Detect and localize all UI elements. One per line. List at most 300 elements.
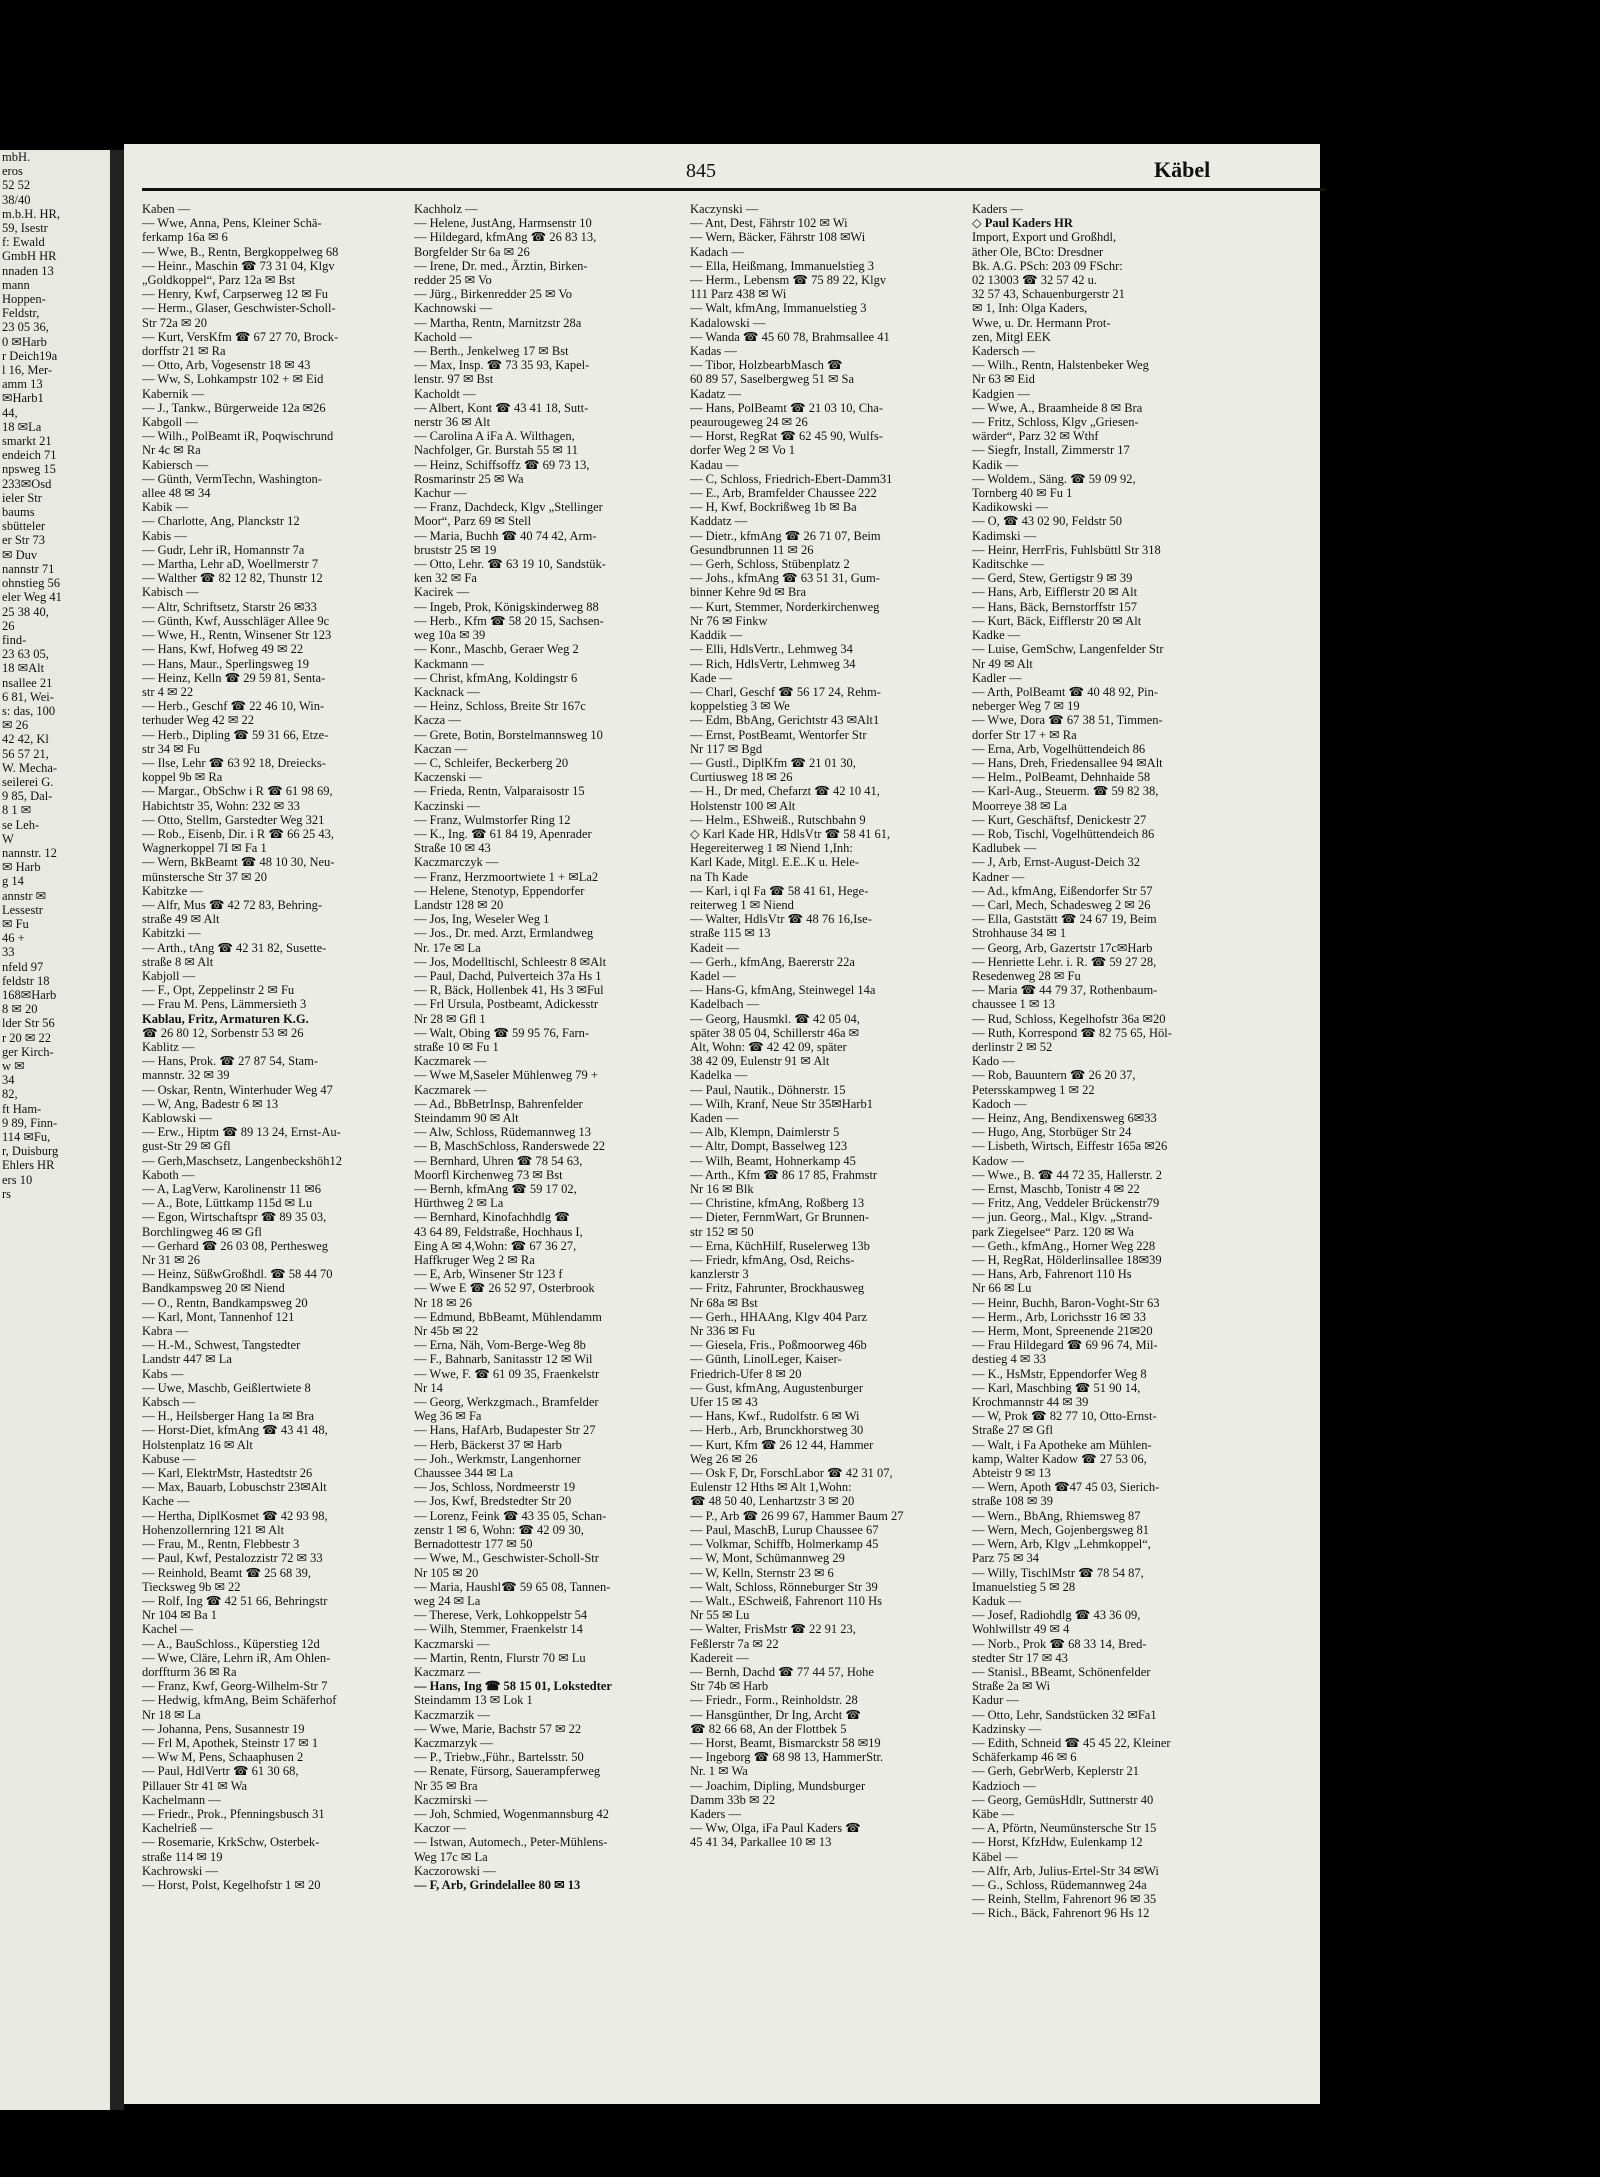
directory-line: Kaddatz — <box>690 514 748 529</box>
directory-line: — Otto, Lehr. ☎ 63 19 10, Sandstük- <box>414 557 606 572</box>
directory-line: Ufer 15 ✉ 43 <box>690 1395 758 1410</box>
column-4 <box>972 202 1232 1921</box>
directory-line: Kaders — <box>972 202 1024 216</box>
directory-line: — Hans, Arb, Eifflerstr 20 ✉ Alt <box>972 585 1138 600</box>
directory-line: straße 108 ✉ 39 <box>972 1494 1053 1509</box>
directory-line: — Jos, Schloss, Nordmeerstr 19 <box>414 1480 576 1495</box>
directory-line: stedter Str 17 ✉ 43 <box>972 1650 1068 1665</box>
directory-line: Kabitzke — <box>142 883 203 898</box>
directory-line: Karl Kade, Mitgl. E.E..K u. Hele- <box>690 855 860 870</box>
directory-line: — Rob, Bauuntern ☎ 26 20 37, <box>972 1068 1136 1083</box>
directory-line: — J., Tankw., Bürgerweide 12a ✉26 <box>142 400 326 415</box>
directory-line: ◇ Karl Kade HR, HdlsVtr ☎ 58 41 61, <box>690 826 891 841</box>
directory-line: straße 114 ✉ 19 <box>142 1849 223 1864</box>
directory-line: Kabitzki — <box>142 926 201 941</box>
directory-line: — Walt, Schloss, Rönneburger Str 39 <box>690 1579 878 1594</box>
directory-line: Damm 33b ✉ 22 <box>690 1792 776 1807</box>
directory-line: — Erna, KüchHilf, Ruselerweg 13b <box>690 1238 870 1253</box>
directory-line: — Hans, HafArb, Budapester Str 27 <box>414 1423 596 1438</box>
directory-line: Kabik — <box>142 500 189 515</box>
directory-line: na Th Kade <box>690 869 749 884</box>
directory-line: — Walt, i Fa Apotheke am Mühlen- <box>972 1437 1152 1452</box>
directory-line: — Franz, Herzmoortwiete 1 + ✉La2 <box>414 869 599 884</box>
directory-line: — Edmund, BbBeamt, Mühlendamm <box>414 1309 602 1324</box>
directory-line: Kachnowski — <box>414 301 493 316</box>
directory-line: Nr 49 ✉ Alt <box>972 656 1033 671</box>
directory-line: — Martha, Rentn, Marnitzstr 28a <box>414 315 582 330</box>
directory-line: — Arth, PolBeamt ☎ 40 48 92, Pin- <box>972 684 1159 699</box>
directory-line: straße 10 ✉ Fu 1 <box>414 1039 499 1054</box>
directory-line: — Walt, kfmAng, Immanuelstieg 3 <box>690 301 867 316</box>
directory-line: Nr 55 ✉ Lu <box>690 1608 750 1623</box>
directory-line: — Hildegard, kfmAng ☎ 26 83 13, <box>414 230 597 245</box>
directory-line: — Herm., Arb, Lorichsstr 16 ✉ 33 <box>972 1309 1146 1324</box>
directory-line: — Walt., ESchweiß, Fahrenort 110 Hs <box>690 1593 883 1608</box>
directory-line: — F., Opt, Zeppelinstr 2 ✉ Fu <box>142 983 295 998</box>
directory-line: — Grete, Botin, Borstelmannsweg 10 <box>414 727 603 742</box>
directory-line: Kadelbach — <box>690 997 760 1012</box>
directory-line: Moorreye 38 ✉ La <box>972 798 1067 813</box>
directory-line: — Joh, Schmied, Wogenmannsburg 42 <box>414 1806 610 1821</box>
directory-line: — Hedwig, kfmAng, Beim Schäferhof <box>142 1693 337 1708</box>
directory-line: — P., Triebw.,Führ., Bartelsstr. 50 <box>414 1750 584 1765</box>
directory-line: Kabsch — <box>142 1395 196 1410</box>
directory-line: dorfer Weg 2 ✉ Vo 1 <box>690 443 795 458</box>
left-page-fragment: ft Ham- <box>2 1101 42 1116</box>
directory-line: 43 64 89, Feldstraße, Hochhaus I, <box>414 1224 583 1239</box>
left-page-fragment: ✉ 26 <box>2 718 29 733</box>
header-rule <box>142 188 1326 191</box>
directory-line: — Maria ☎ 44 79 37, Rothenbaum- <box>972 983 1158 998</box>
page-number: 845 <box>686 160 716 182</box>
left-page-fragment: 0 ✉Harb <box>2 334 47 349</box>
directory-line: — Bernhard, Kinofachhdlg ☎ <box>414 1210 570 1225</box>
left-page-fragment: 25 38 40, <box>2 604 49 619</box>
left-page-fragment: 8 1 ✉ <box>2 803 32 818</box>
directory-line: — Wanda ☎ 45 60 78, Brahmsallee 41 <box>690 329 890 344</box>
directory-line: — Rosemarie, KrkSchw, Osterbek- <box>142 1835 320 1850</box>
directory-line: — O., Rentn, Bandkampsweg 20 <box>142 1295 308 1310</box>
directory-line: Kadas — <box>690 344 737 359</box>
directory-line: Kaczinski — <box>414 798 480 813</box>
directory-line: — Frieda, Rentn, Valparaisostr 15 <box>414 784 585 799</box>
left-page-fragment: r Deich19a <box>2 348 58 363</box>
directory-line: — Rob., Eisenb, Dir. i R ☎ 66 25 43, <box>142 826 334 841</box>
directory-line: münstersche Str 37 ✉ 20 <box>142 869 268 884</box>
directory-line: — Wilh, Stemmer, Fraenkelstr 14 <box>414 1622 583 1637</box>
directory-line: — Reinhold, Beamt ☎ 25 68 39, <box>142 1565 312 1580</box>
directory-line: Kachrowski — <box>142 1863 219 1878</box>
directory-line: — Ant, Dest, Fährstr 102 ✉ Wi <box>690 216 848 231</box>
directory-line: — Alw, Schloss, Rüdemannweg 13 <box>414 1125 591 1140</box>
directory-line: — Istwan, Automech., Peter-Mühlens- <box>414 1835 608 1850</box>
directory-line: str 4 ✉ 22 <box>142 684 194 699</box>
directory-line: Kachholz — <box>414 202 478 216</box>
directory-line: Kablowski — <box>142 1111 212 1125</box>
directory-line: Kachelrieß — <box>142 1821 213 1836</box>
directory-line: Kache — <box>142 1494 190 1509</box>
left-page-fragment: 114 ✉Fu, <box>2 1130 51 1145</box>
directory-line: — W, Prok ☎ 82 77 10, Otto-Ernst- <box>972 1409 1157 1424</box>
directory-line: — Dieter, FernmWart, Gr Brunnen- <box>690 1210 869 1225</box>
directory-line: — Gerh,Maschsetz, Langenbeckshöh12 <box>142 1153 342 1168</box>
left-page-fragment: 59, Isestr <box>2 221 48 236</box>
directory-line: Kablau, Fritz, Armaturen K.G. <box>142 1011 309 1026</box>
directory-line: — Wwe, Marie, Bachstr 57 ✉ 22 <box>414 1721 582 1736</box>
directory-line: — Gustl., DiplKfm ☎ 21 01 30, <box>690 755 856 770</box>
directory-line: terhuder Weg 42 ✉ 22 <box>142 713 254 728</box>
directory-line: Kadatz — <box>690 386 742 401</box>
directory-line: Nachfolger, Gr. Burstah 55 ✉ 11 <box>414 443 578 458</box>
directory-line: Kadzinsky — <box>972 1721 1042 1736</box>
directory-line: park Ziegelsee“ Parz. 120 ✉ Wa <box>972 1224 1134 1239</box>
directory-line: Schäferkamp 46 ✉ 6 <box>972 1750 1077 1765</box>
directory-line: — Herb., Kfm ☎ 58 20 15, Sachsen- <box>414 613 604 628</box>
directory-line: — Albert, Kont ☎ 43 41 18, Sutt- <box>414 400 589 415</box>
directory-line: — Herb., Arb, Brunckhorstweg 30 <box>690 1423 864 1438</box>
left-page-fragment: 33 <box>2 945 15 960</box>
directory-line: — Wern., BbAng, Rhiemsweg 87 <box>972 1508 1141 1523</box>
directory-line: str 34 ✉ Fu <box>142 741 201 756</box>
directory-line: — Walther ☎ 82 12 82, Thunstr 12 <box>142 571 323 586</box>
directory-line: Käbe — <box>972 1806 1014 1821</box>
directory-line: — Therese, Verk, Lohkoppelstr 54 <box>414 1608 588 1623</box>
left-page-fragment: nannstr 71 <box>2 561 55 576</box>
directory-line: — Gerhard ☎ 26 03 08, Perthesweg <box>142 1238 329 1253</box>
directory-line: Kadach — <box>690 244 744 259</box>
directory-line: Nr 14 <box>414 1380 443 1395</box>
directory-line: — Gust, kfmAng, Augustenburger <box>690 1380 864 1395</box>
left-page-fragment: amm 13 <box>2 377 43 392</box>
directory-line: Nr. 17e ✉ La <box>414 940 481 955</box>
directory-line: — Heinz, Schloss, Breite Str 167c <box>414 699 586 714</box>
directory-line: — K., HsMstr, Eppendorfer Weg 8 <box>972 1366 1147 1381</box>
directory-line: — Woldem., Säng. ☎ 59 09 92, <box>972 471 1136 486</box>
directory-line: Kadik — <box>972 457 1019 472</box>
directory-line: Kabernik — <box>142 386 205 401</box>
directory-line: Straße 2a ✉ Wi <box>972 1679 1051 1694</box>
left-page-fragment: 18 ✉Alt <box>2 661 45 676</box>
directory-line: dorffstr 21 ✉ Ra <box>142 344 226 359</box>
directory-line: — Ww M, Pens, Schaaphusen 2 <box>142 1750 304 1765</box>
directory-line: — Arth., Kfm ☎ 86 17 85, Frahmstr <box>690 1167 878 1182</box>
left-page-fragment: ger Kirch- <box>2 1044 54 1059</box>
directory-line: Weg 17c ✉ La <box>414 1849 488 1864</box>
directory-line: — H.-M., Schwest, Tangstedter <box>142 1338 301 1353</box>
directory-line: dorfer Str 17 + ✉ Ra <box>972 727 1077 742</box>
directory-line: — Gerh, GebrWerb, Keplerstr 21 <box>972 1764 1139 1779</box>
directory-line: — Otto, Arb, Vogesenstr 18 ✉ 43 <box>142 358 311 373</box>
directory-line: — Jos, Kwf, Bredstedter Str 20 <box>414 1494 572 1509</box>
directory-line: — Altr, Dompt, Basselweg 123 <box>690 1139 848 1154</box>
directory-line: Kadimski — <box>972 528 1037 543</box>
directory-line: — Renate, Fürsorg, Sauerampferweg <box>414 1764 601 1779</box>
directory-line: straße 8 ✉ Alt <box>142 954 214 969</box>
directory-line: — Otto, Lehr, Sandstücken 32 ✉Fa1 <box>972 1707 1157 1722</box>
directory-line: 111 Parz 438 ✉ Wi <box>690 287 787 302</box>
directory-line: weg 10a ✉ 39 <box>414 628 486 643</box>
directory-line: Kadzioch — <box>972 1778 1036 1793</box>
directory-line: — Georg, Hausmkl. ☎ 42 05 04, <box>690 1011 860 1026</box>
left-page-fragment: r 20 ✉ 22 <box>2 1030 52 1045</box>
directory-line: — Irene, Dr. med., Ärztin, Birken- <box>414 258 588 273</box>
directory-line: — W, Mont, Schümannweg 29 <box>690 1551 845 1566</box>
directory-line: — Paul, Kwf, Pestalozzistr 72 ✉ 33 <box>142 1551 323 1566</box>
directory-line: Nr 35 ✉ Bra <box>414 1778 478 1793</box>
directory-line: Kaders — <box>690 1806 742 1821</box>
directory-line: — Friedr, kfmAng, Osd, Reichs- <box>690 1253 855 1268</box>
left-page-fragment: 9 85, Dal- <box>2 789 53 804</box>
directory-line: — Dietr., kfmAng ☎ 26 71 07, Beim <box>690 528 881 543</box>
directory-line: Tiecksweg 9b ✉ 22 <box>142 1579 241 1594</box>
directory-line: ferkamp 16a ✉ 6 <box>142 230 228 245</box>
directory-line: — Paul, MaschB, Lurup Chaussee 67 <box>690 1522 879 1537</box>
left-page-fragment: 23 05 36, <box>2 320 49 335</box>
left-page-fragment: 82, <box>2 1087 18 1102</box>
left-page-fragment: 38/40 <box>2 192 31 207</box>
directory-line: — Wwe, Cläre, Lehrn iR, Am Ohlen- <box>142 1650 331 1665</box>
directory-line: Kade — <box>690 670 732 685</box>
left-page-fragment: endeich 71 <box>2 448 57 463</box>
directory-line: Kaczmarski — <box>414 1636 490 1651</box>
directory-line: — Helene, Stenotyp, Eppendorfer <box>414 883 585 898</box>
left-page-fragment: nsallee 21 <box>2 675 53 690</box>
directory-line: — Erw., Hiptm ☎ 89 13 24, Ernst-Au- <box>142 1125 341 1140</box>
directory-line: Abteistr 9 ✉ 13 <box>972 1466 1051 1481</box>
directory-line: Gesundbrunnen 11 ✉ 26 <box>690 542 814 557</box>
directory-line: äther Ole, BCto: Dresdner <box>972 244 1104 259</box>
directory-line: Kackmann — <box>414 656 484 671</box>
directory-line: — Frau, M., Rentn, Flebbestr 3 <box>142 1537 300 1552</box>
directory-line: Kadur — <box>972 1693 1019 1708</box>
directory-line: — Alfr, Arb, Julius-Ertel-Str 34 ✉Wi <box>972 1863 1159 1878</box>
left-page-fragment: s: das, 100 <box>2 703 56 718</box>
directory-line: — Bernh, kfmAng ☎ 59 17 02, <box>414 1182 577 1197</box>
directory-line: Kaddik — <box>690 628 743 643</box>
left-page-fragment: rs <box>2 1186 12 1201</box>
directory-line: mannstr. 32 ✉ 39 <box>142 1068 230 1083</box>
directory-line: — Wilh., Rentn, Halstenbeker Weg <box>972 358 1149 373</box>
left-page-fragment: 26 <box>2 618 15 633</box>
directory-line: ☎ 48 50 40, Lenhartzstr 3 ✉ 20 <box>690 1494 855 1509</box>
directory-line: — J, Arb, Ernst-August-Deich 32 <box>972 855 1141 870</box>
directory-line: Kacirek — <box>414 585 470 600</box>
directory-line: Kacknack — <box>414 684 480 699</box>
directory-line: — Lorenz, Feink ☎ 43 35 05, Schan- <box>414 1508 607 1523</box>
directory-line: Alt, Wohn: ☎ 42 42 09, später <box>690 1039 847 1054</box>
directory-line: — Hansgünther, Dr Ing, Archt ☎ <box>690 1707 861 1722</box>
directory-line: — O, ☎ 43 02 90, Feldstr 50 <box>972 514 1122 529</box>
directory-line: — Luise, GemSchw, Langenfelder Str <box>972 642 1164 657</box>
directory-line: — Ad., kfmAng, Eißendorfer Str 57 <box>972 883 1153 898</box>
left-page-fragment: 42 42, Kl <box>2 732 49 747</box>
directory-line: „Goldkoppel“, Parz 12a ✉ Bst <box>142 273 296 288</box>
directory-line: Nr 66 ✉ Lu <box>972 1281 1032 1296</box>
left-page-fragment: 23 63 05, <box>2 647 49 662</box>
column-1 <box>142 202 402 1892</box>
directory-line: — Georg, Arb, Gazertstr 17c✉Harb <box>972 940 1153 955</box>
directory-line: Nr 117 ✉ Bgd <box>690 741 763 756</box>
directory-line: — Karl, i ql Fa ☎ 58 41 61, Hege- <box>690 883 869 898</box>
directory-line: — Wwe, B., Rentn, Bergkoppelweg 68 <box>142 244 339 259</box>
directory-line: Wwe, u. Dr. Hermann Prot- <box>972 315 1111 330</box>
directory-line: — Helene, JustAng, Harmsenstr 10 <box>414 216 592 231</box>
column-3 <box>690 202 950 1850</box>
directory-line: — Ww, S, Lohkampstr 102 + ✉ Eid <box>142 372 324 387</box>
left-page-fragment: feldstr 18 <box>2 973 50 988</box>
directory-line: — Herm, Mont, Spreenende 21✉20 <box>972 1324 1153 1339</box>
directory-line: Hohenzollernring 121 ✉ Alt <box>142 1522 285 1537</box>
directory-line: — Reinh, Stellm, Fahrenort 96 ✉ 35 <box>972 1892 1157 1907</box>
directory-line: — Martha, Lehr aD, Woellmerstr 7 <box>142 557 319 572</box>
directory-line: — Christ, kfmAng, Koldingstr 6 <box>414 670 578 685</box>
directory-line: Kaczmarek — <box>414 1054 487 1069</box>
directory-line: — Alb, Klempn, Daimlerstr 5 <box>690 1125 840 1140</box>
directory-line: — Berth., Jenkelweg 17 ✉ Bst <box>414 344 569 359</box>
directory-line: — Oskar, Rentn, Winterhuder Weg 47 <box>142 1082 333 1097</box>
directory-line: ☎ 26 80 12, Sorbenstr 53 ✉ 26 <box>142 1025 304 1040</box>
directory-line: — Johanna, Pens, Susannestr 19 <box>142 1721 305 1736</box>
column-2 <box>414 202 674 1892</box>
directory-line: Bk. A.G. PSch: 203 09 FSchr: <box>972 258 1123 273</box>
directory-line: Kaditschke — <box>972 557 1044 572</box>
directory-line: — Frl M, Apothek, Steinstr 17 ✉ 1 <box>142 1735 319 1750</box>
directory-line: — W, Ang, Badestr 6 ✉ 13 <box>142 1096 279 1111</box>
directory-line: reiterweg 1 ✉ Niend <box>690 897 794 912</box>
directory-line: — Karl, ElektrMstr, Hastedtstr 26 <box>142 1466 313 1481</box>
directory-line: — Erna, Arb, Vogelhüttendeich 86 <box>972 741 1146 756</box>
directory-line: — Martin, Rentn, Flurstr 70 ✉ Lu <box>414 1650 586 1665</box>
directory-line: ☎ 82 66 68, An der Flottbek 5 <box>690 1721 847 1736</box>
directory-line: — Herb., Dipling ☎ 59 31 66, Etze- <box>142 727 329 742</box>
directory-line: Nr 4c ✉ Ra <box>142 443 201 458</box>
left-page-fragment: baums <box>2 505 35 520</box>
directory-line: — Wilh, Kranf, Neue Str 35✉Harb1 <box>690 1096 873 1111</box>
directory-line: 02 13003 ☎ 32 57 42 u. <box>972 273 1097 288</box>
directory-line: — Wwe, M., Geschwister-Scholl-Str <box>414 1551 599 1566</box>
directory-line: — Georg, GemüsHdlr, Suttnerstr 40 <box>972 1792 1154 1807</box>
directory-line: — Erna, Näh, Vom-Berge-Weg 8b <box>414 1338 586 1353</box>
left-page-fragment: sbütteler <box>2 519 46 534</box>
directory-line: — Norb., Prok ☎ 68 33 14, Bred- <box>972 1636 1147 1651</box>
directory-line: — Wwe, F. ☎ 61 09 35, Fraenkelstr <box>414 1366 600 1381</box>
left-page-fragment: 18 ✉La <box>2 419 42 434</box>
directory-line: Kadoch — <box>972 1096 1027 1111</box>
left-page-fragment: 233✉Osd <box>2 476 52 491</box>
left-page-fragment: ✉Harb1 <box>2 391 44 406</box>
left-page-fragment: ✉ Fu <box>2 916 29 931</box>
directory-line: — Henry, Kwf, Carpserweg 12 ✉ Fu <box>142 287 329 302</box>
directory-line: — Walter, HdlsVtr ☎ 48 76 16,Ise- <box>690 912 872 927</box>
directory-line: neberger Weg 7 ✉ 19 <box>972 699 1080 714</box>
directory-line: Kaden — <box>690 1111 739 1125</box>
directory-line: derlinstr 2 ✉ 52 <box>972 1039 1053 1054</box>
directory-line: — Maria, Haushl☎ 59 65 08, Tannen- <box>414 1579 611 1594</box>
directory-line: — Frl Ursula, Postbeamt, Adickesstr <box>414 997 599 1012</box>
directory-line: — Rich., Bäck, Fahrenort 96 Hs 12 <box>972 1906 1150 1921</box>
directory-line: — Karl, Maschbing ☎ 51 90 14, <box>972 1380 1141 1395</box>
directory-line: — Wwe M,Saseler Mühlenweg 79 + <box>414 1068 598 1083</box>
left-page-fragment: se Leh- <box>2 817 40 832</box>
directory-line: — Hertha, DiplKosmet ☎ 42 93 98, <box>142 1508 328 1523</box>
directory-line: — Fritz, Fahrunter, Brockhausweg <box>690 1281 865 1296</box>
directory-line: — Günth, LinolLeger, Kaiser- <box>690 1352 842 1367</box>
directory-line: Nr 18 ✉ La <box>142 1707 201 1722</box>
left-page-fragment: 168✉Harb <box>2 987 57 1002</box>
directory-line: — Uwe, Maschb, Geißlertwiete 8 <box>142 1380 311 1395</box>
left-page-fragment: r, Duisburg <box>2 1144 59 1159</box>
directory-line: — P., Arb ☎ 26 99 67, Hammer Baum 27 <box>690 1508 904 1523</box>
directory-line: — Günth, VermTechn, Washington- <box>142 471 322 486</box>
directory-line: — Jos., Dr. med. Arzt, Ermlandweg <box>414 926 594 941</box>
directory-line: — Karl-Aug., Steuerm. ☎ 59 82 38, <box>972 784 1159 799</box>
directory-line: Bandkampsweg 20 ✉ Niend <box>142 1281 285 1296</box>
directory-line: — Margar., ObSchw i R ☎ 61 98 69, <box>142 784 333 799</box>
directory-line: binner Kehre 9d ✉ Bra <box>690 585 806 600</box>
directory-line: — jun. Georg., Mal., Klgv. „Strand- <box>972 1210 1153 1225</box>
directory-line: — Karl, Mont, Tannenhof 121 <box>142 1309 295 1324</box>
directory-line: — Hans, Maur., Sperlingsweg 19 <box>142 656 309 671</box>
directory-line: — Horst, Polst, Kegelhofstr 1 ✉ 20 <box>142 1877 321 1892</box>
left-page-fragment: 56 57 21, <box>2 746 49 761</box>
directory-line: — Ad., BbBetrInsp, Bahrenfelder <box>414 1096 583 1111</box>
directory-line: — R, Bäck, Hollenbek 41, Hs 3 ✉Ful <box>414 983 604 998</box>
directory-line: — C, Schleifer, Beckerberg 20 <box>414 755 569 770</box>
directory-line: — Ingeb, Prok, Königskinderweg 88 <box>414 599 599 614</box>
directory-line: Curtiusweg 18 ✉ 26 <box>690 770 793 785</box>
directory-line: nerstr 36 ✉ Alt <box>414 415 491 430</box>
directory-line: 60 89 57, Saselbergweg 51 ✉ Sa <box>690 372 855 387</box>
directory-line: — Henriette Lehr. i. R. ☎ 59 27 28, <box>972 954 1157 969</box>
directory-line: Petersskampweg 1 ✉ 22 <box>972 1082 1095 1097</box>
directory-line: Nr 31 ✉ 26 <box>142 1253 201 1268</box>
directory-line: — Heinr., Maschin ☎ 73 31 04, Klgv <box>142 258 335 273</box>
directory-line: Rosmarinstr 25 ✉ Wa <box>414 471 524 486</box>
left-page-fragment: Feldstr, <box>2 306 40 321</box>
directory-line: — K., Ing. ☎ 61 84 19, Apenrader <box>414 826 592 841</box>
book-gutter <box>110 150 124 2110</box>
directory-line: — Ww, Olga, iFa Paul Kaders ☎ <box>690 1821 861 1836</box>
directory-line: — Tibor, HolzbearbMasch ☎ <box>690 358 843 373</box>
left-page-fragment: 9 89, Finn- <box>2 1115 58 1130</box>
directory-line: 32 57 43, Schauenburgerstr 21 <box>972 287 1125 302</box>
left-page-fragment: 44, <box>2 405 18 420</box>
directory-line: Kacza — <box>414 713 461 728</box>
directory-line: — Bernh, Dachd ☎ 77 44 57, Hohe <box>690 1664 874 1679</box>
directory-line: Steindamm 13 ✉ Lok 1 <box>414 1693 533 1708</box>
directory-line: — Ella, Heißmang, Immanuelstieg 3 <box>690 258 874 273</box>
directory-line: — Hans, PolBeamt ☎ 21 03 10, Cha- <box>690 400 883 415</box>
directory-line: Kaduk — <box>972 1593 1021 1608</box>
directory-line: — Ella, Gaststätt ☎ 24 67 19, Beim <box>972 912 1157 927</box>
directory-line: Wohlwillstr 49 ✉ 4 <box>972 1622 1070 1637</box>
directory-line: — Paul, Nautik., Döhnerstr. 15 <box>690 1082 846 1097</box>
directory-line: — Alfr, Mus ☎ 42 72 83, Behring- <box>142 897 322 912</box>
directory-line: — Carl, Mech, Schadesweg 2 ✉ 26 <box>972 897 1151 912</box>
directory-line: — F, Arb, Grindelallee 80 ✉ 13 <box>414 1877 581 1892</box>
directory-line: — Carolina A iFa A. Wilthagen, <box>414 429 575 444</box>
left-page-fragment: Ehlers HR <box>2 1158 55 1173</box>
directory-line: Import, Export und Großhdl, <box>972 230 1117 245</box>
directory-line: Parz 75 ✉ 34 <box>972 1551 1040 1566</box>
directory-line: — Lisbeth, Wirtsch, Eiffestr 165a ✉26 <box>972 1139 1168 1154</box>
directory-line: Kaczmarz — <box>414 1664 481 1679</box>
directory-line: peaurougeweg 24 ✉ 26 <box>690 415 808 430</box>
directory-line: Moorfl Kirchenweg 73 ✉ Bst <box>414 1167 563 1182</box>
directory-line: Wagnerkoppel 7I ✉ Fa 1 <box>142 841 267 856</box>
directory-line: — Maria, Buchh ☎ 40 74 42, Arm- <box>414 528 597 543</box>
directory-line: Kadlubek — <box>972 841 1037 856</box>
